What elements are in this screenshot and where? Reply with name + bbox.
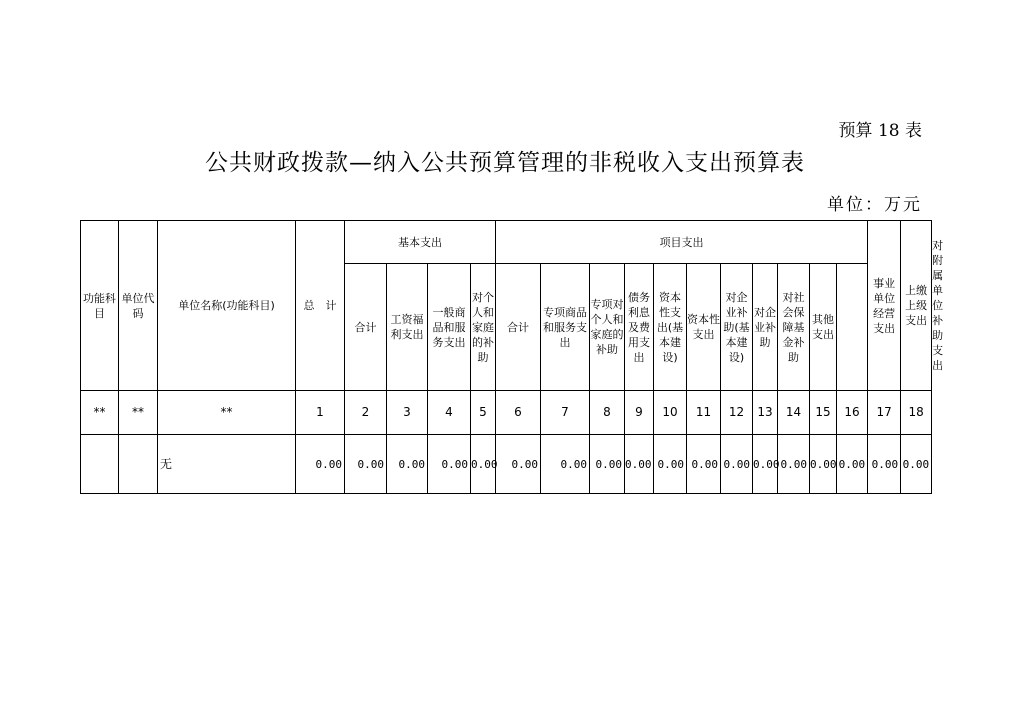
header-unit-name: 单位名称(功能科目) [158,221,296,391]
header-goods: 一般商品和服务支出 [428,264,471,391]
header-debt: 债务利息及费用支出 [625,264,654,391]
header-social-fund: 对社会保障基金补助 [778,264,810,391]
header-proj-sum: 合计 [496,264,541,391]
header-capital: 资本性支出 [687,264,721,391]
table-row [81,435,932,494]
table-number: 预算 18 表 [838,121,922,141]
header-wages: 工资福利支出 [387,264,428,391]
index-cell: 18 [901,391,932,435]
header-basic-sum: 合计 [345,264,387,391]
data-cell: 0.00 [296,435,345,494]
data-cell: 0.00 [721,435,753,494]
index-cell: 17 [868,391,901,435]
data-cell: 0.00 [687,435,721,494]
data-cell: 0.00 [654,435,687,494]
index-cell: 3 [387,391,428,435]
index-cell: ** [119,391,158,435]
data-cell [119,435,158,494]
header-upper: 上缴上级支出 [901,221,932,391]
header-proj-goods: 专项商品和服务支出 [541,264,590,391]
budget-table: 功能科目 单位代码 单位名称(功能科目) 总 计 基本支出 项目支出 事业单位经营支出 上缴上级支出 对附属单位补助支出 合计 工资福利支出 一般商品和服务支出 对个人和家庭的补助 合计 专项商品和服务支出 专项对个人和家庭的补助 债务利息及费用支出 资本性支出(基本建设) 资本性支出 对企业补助(基本建设) 对企业补助 对社会保障基金补助 其他支出 ** ** ** 1 2 3 4 5 6 7 8 9 10 11 12 13 14 15 16 17 18 无 0.00 0.00 0.00 0.00 0.00 0.00 0.00 0.00 0.00 0.00 0.00 0.00 0.00 0.00 0.00 0.00 0.00 0.00 [80,220,932,494]
header-total: 总 计 [296,221,345,391]
index-cell: ** [158,391,296,435]
index-cell: 4 [428,391,471,435]
data-cell: 0.00 [428,435,471,494]
header-ent-subsidy: 对企业补助 [753,264,778,391]
index-cell: ** [81,391,119,435]
data-cell: 0.00 [810,435,837,494]
data-cell: 0.00 [496,435,541,494]
index-cell: 13 [753,391,778,435]
index-cell: 6 [496,391,541,435]
header-proj-personal: 专项对个人和家庭的补助 [590,264,625,391]
unit-label: 单位：万元 [827,195,922,215]
data-cell: 0.00 [753,435,778,494]
data-cell: 0.00 [345,435,387,494]
data-cell: 0.00 [387,435,428,494]
index-row [81,391,932,435]
data-cell: 0.00 [901,435,932,494]
index-cell: 1 [296,391,345,435]
header-other: 其他支出 [810,264,837,391]
index-cell: 11 [687,391,721,435]
index-cell: 5 [471,391,496,435]
data-cell: 0.00 [471,435,496,494]
header-unit-code: 单位代码 [119,221,158,391]
data-cell: 0.00 [625,435,654,494]
index-cell: 14 [778,391,810,435]
data-cell: 0.00 [590,435,625,494]
index-cell: 8 [590,391,625,435]
data-cell: 0.00 [778,435,810,494]
index-cell: 9 [625,391,654,435]
index-cell: 10 [654,391,687,435]
header-biz-unit: 事业单位经营支出 [868,221,901,391]
header-capital-basic: 资本性支出(基本建设) [654,264,687,391]
page-title: 公共财政拨款—纳入公共预算管理的非税收入支出预算表 [205,150,805,176]
data-cell: 0.00 [541,435,590,494]
header-personal: 对个人和家庭的补助 [471,264,496,391]
header-func-code: 功能科目 [81,221,119,391]
index-cell: 2 [345,391,387,435]
index-cell: 15 [810,391,837,435]
header-ent-subsidy-basic: 对企业补助(基本建设) [721,264,753,391]
index-cell: 16 [837,391,868,435]
header-project: 项目支出 [496,221,868,264]
data-cell: 0.00 [837,435,868,494]
data-cell: 0.00 [868,435,901,494]
data-cell [81,435,119,494]
index-cell: 12 [721,391,753,435]
index-cell: 7 [541,391,590,435]
data-cell-unit-name: 无 [158,435,296,494]
header-basic: 基本支出 [345,221,496,264]
